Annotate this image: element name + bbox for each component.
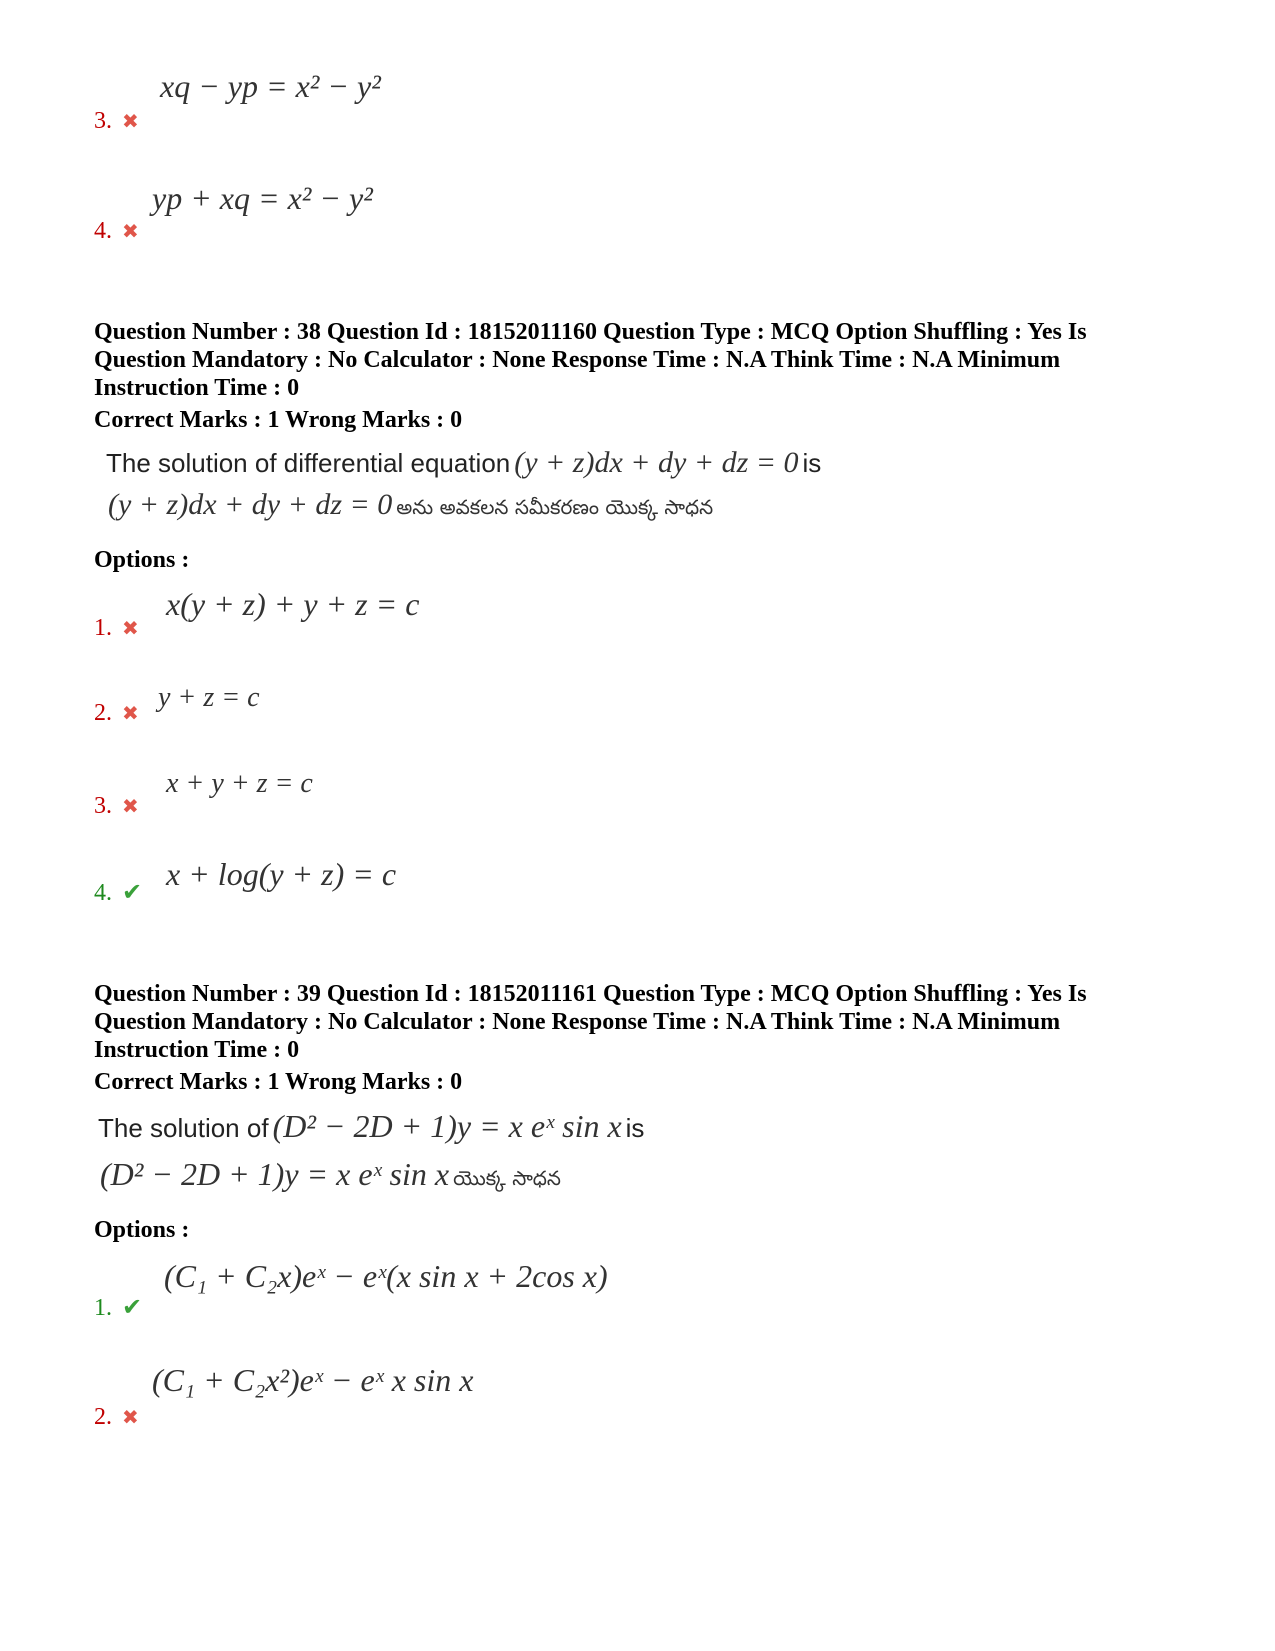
q39-option-1-expression: (C₁ + C₂x)eˣ − eˣ(x sin x + 2cos x) — [164, 1258, 608, 1294]
q39-question-suffix: is — [625, 1113, 645, 1143]
option-number: 3. — [94, 108, 112, 134]
q39-options-label: Options : — [94, 1217, 190, 1243]
q39-question-te-text: యొక్క సాధన — [453, 1166, 561, 1190]
q39-question-te-equation: (D² − 2D + 1)y = x eˣ sin x — [100, 1156, 450, 1192]
cross-icon: ✖ — [122, 1407, 139, 1429]
q39-question-equation: (D² − 2D + 1)y = x eˣ sin x — [272, 1108, 622, 1144]
cross-icon: ✖ — [122, 703, 139, 725]
q37-option-3-expression: xq − yp = x² − y² — [160, 68, 381, 104]
q39-option-2[interactable] — [94, 1404, 139, 1431]
q38-question-english — [106, 446, 821, 480]
q38-question-prefix: The solution of differential equation — [106, 448, 511, 478]
q38-option-1-expression: x(y + z) + y + z = c — [166, 586, 420, 622]
q39-option-1[interactable] — [94, 1293, 142, 1322]
q38-option-4[interactable] — [94, 878, 142, 907]
option-number: 3. — [94, 793, 112, 819]
q38-marks: Correct Marks : 1 Wrong Marks : 0 — [94, 407, 463, 433]
cross-icon: ✖ — [122, 221, 139, 243]
option-number: 1. — [94, 615, 112, 641]
q39-meta — [94, 980, 1194, 1064]
q38-option-3[interactable] — [94, 793, 139, 820]
cross-icon: ✖ — [122, 111, 139, 133]
option-number: 4. — [94, 880, 112, 906]
q38-meta-line-1: Question Number : 38 Question Id : 18152011160 Question Type : MCQ Option Shuffling : Yes Is — [94, 319, 1087, 345]
q37-option-4[interactable] — [94, 218, 139, 245]
q38-option-1[interactable] — [94, 615, 139, 642]
q38-option-2[interactable] — [94, 700, 139, 727]
q38-option-3-expression: x + y + z = c — [166, 768, 313, 799]
option-number: 2. — [94, 1404, 112, 1430]
check-icon: ✔ — [122, 1295, 143, 1321]
option-number: 2. — [94, 700, 112, 726]
q39-question-telugu — [100, 1156, 561, 1195]
q39-meta-line-3: Instruction Time : 0 — [94, 1037, 300, 1063]
q38-question-suffix: is — [802, 448, 822, 478]
cross-icon: ✖ — [122, 796, 139, 818]
q38-meta-line-3: Instruction Time : 0 — [94, 375, 300, 401]
q37-option-3[interactable] — [94, 108, 139, 135]
q38-option-2-expression: y + z = c — [158, 682, 260, 713]
q39-question-prefix: The solution of — [98, 1113, 269, 1143]
option-number: 4. — [94, 218, 112, 244]
q38-option-4-expression: x + log(y + z) = c — [166, 856, 397, 892]
q38-meta-line-2: Question Mandatory : No Calculator : None Response Time : N.A Think Time : N.A Minimum — [94, 347, 1061, 373]
q39-meta-line-1: Question Number : 39 Question Id : 18152011161 Question Type : MCQ Option Shuffling : Yes Is — [94, 981, 1087, 1007]
q38-options-label: Options : — [94, 547, 190, 573]
cross-icon: ✖ — [122, 618, 139, 640]
q39-question-english — [98, 1108, 644, 1145]
q38-question-te-equation: (y + z)dx + dy + dz = 0 — [108, 488, 393, 521]
q38-question-telugu — [108, 488, 713, 524]
q39-meta-line-2: Question Mandatory : No Calculator : None Response Time : N.A Think Time : N.A Minimum — [94, 1009, 1061, 1035]
q37-option-4-expression: yp + xq = x² − y² — [152, 180, 373, 216]
q39-option-2-expression: (C₁ + C₂x²)eˣ − eˣ x sin x — [152, 1362, 474, 1398]
q38-question-te-text: అను అవకలన సమీకరణం యొక్క సాధన — [396, 495, 714, 519]
q38-meta — [94, 318, 1194, 402]
q38-question-equation: (y + z)dx + dy + dz = 0 — [514, 446, 799, 479]
check-icon: ✔ — [122, 880, 143, 906]
option-number: 1. — [94, 1295, 112, 1321]
q39-marks: Correct Marks : 1 Wrong Marks : 0 — [94, 1069, 463, 1095]
